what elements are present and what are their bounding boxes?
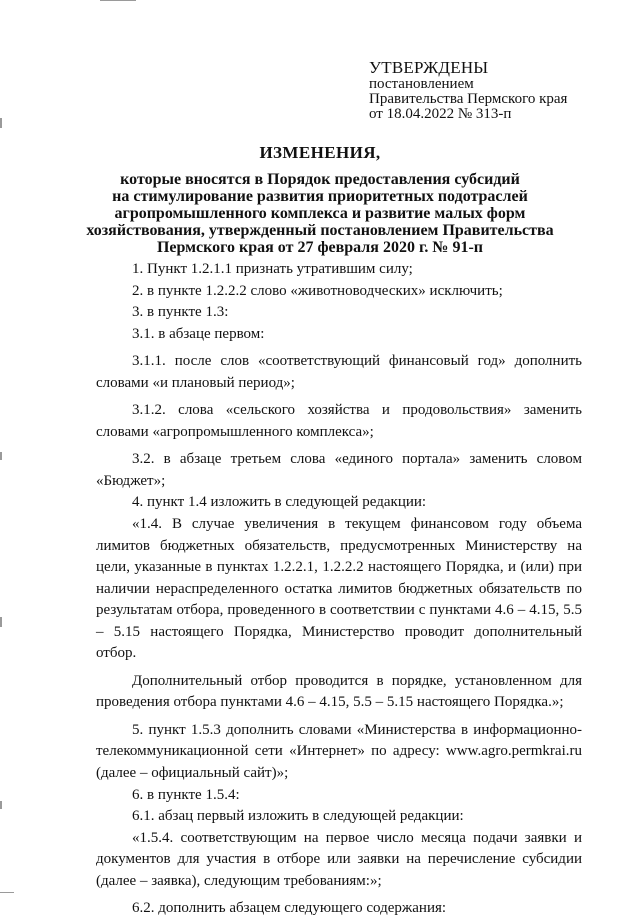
document-title-line: которые вносятся в Порядок предоставления субсидий: [120, 171, 520, 188]
document-title-main: ИЗМЕНЕНИЯ,: [259, 143, 381, 162]
paragraph: «1.4. В случае увеличения в текущем финансовом году объема лимитов бюджетных обязательств, предусмотренных Министерству на цели, указанные в пунктах 1.2.2.1, 1.2.2.2 настоящего Порядка, и (или) при наличии нераспределенного остатка лимитов бюджетных обязательств по результатам отбора, проведенного в соответствии с пунктами 4.6 – 4.15, 5.5 – 5.15 настоящего Порядка, Министерство проводит дополнительный отбор.: [96, 515, 582, 662]
approval-title: УТВЕРЖДЕНЫ: [369, 58, 489, 77]
approval-line: Правительства Пермского края: [369, 91, 568, 107]
scan-edge-mark: [0, 801, 2, 809]
approval-stamp-block: [369, 58, 619, 122]
document-body: [96, 259, 582, 920]
approval-line: от 18.04.2022 № 313-п: [369, 106, 512, 122]
paragraph: 5. пункт 1.5.3 дополнить словами «Министерства в информационно-телекоммуникационной сети «Интернет» по адресу: www.agro.permkrai.ru (далее – официальный сайт)»;: [96, 721, 582, 782]
approval-line: постановлением: [369, 76, 474, 92]
paragraph: 6. в пункте 1.5.4:: [132, 786, 240, 803]
paragraph: 3.2. в абзаце третьем слова «единого портала» заменить словом «Бюджет»;: [96, 451, 582, 489]
paragraph: 4. пункт 1.4 изложить в следующей редакции:: [132, 494, 427, 511]
document-title-line: агропромышленного комплекса и развитие малых форм: [114, 205, 526, 222]
paragraph: 6.1. абзац первый изложить в следующей редакции:: [132, 808, 464, 825]
paragraph: 2. в пункте 1.2.2.2 слово «животноводческих» исключить;: [132, 282, 503, 299]
paragraph: «1.5.4. соответствующим на первое число месяца подачи заявки и документов для участия в отборе или заявки на перечисление субсидии (далее – заявка), следующим требованиям:»;: [96, 829, 582, 890]
paragraph: 3.1.2. слова «сельского хозяйства и продовольствия» заменить словами «агропромышленного комплекса»;: [96, 402, 582, 440]
scan-edge-mark: [0, 892, 14, 893]
paragraph: 3.1.1. после слов «соответствующий финансовый год» дополнить словами «и плановый период»;: [96, 353, 582, 391]
document-title: [60, 144, 580, 256]
scan-edge-mark: [0, 118, 2, 128]
paragraph: 3.1. в абзаце первом:: [132, 325, 265, 342]
document-title-line: Пермского края от 27 февраля 2020 г. № 91-п: [156, 239, 484, 256]
scan-edge-mark: [0, 617, 2, 627]
scan-edge-mark: [100, 0, 136, 1]
document-title-line: хозяйствования, утвержденный постановлением Правительства: [86, 222, 554, 239]
paragraph: 1. Пункт 1.2.1.1 признать утратившим силу;: [132, 261, 413, 277]
paragraph: 3. в пункте 1.3:: [132, 304, 229, 321]
scan-edge-mark: [0, 452, 2, 460]
paragraph: 6.2. дополнить абзацем следующего содержания:: [132, 900, 447, 917]
document-title-line: на стимулирование развития приоритетных подотраслей: [112, 188, 528, 205]
paragraph: Дополнительный отбор проводится в порядке, установленном для проведения отбора пунктами 4.6 – 4.15, 5.5 – 5.15 настоящего Порядка.»;: [96, 672, 582, 711]
